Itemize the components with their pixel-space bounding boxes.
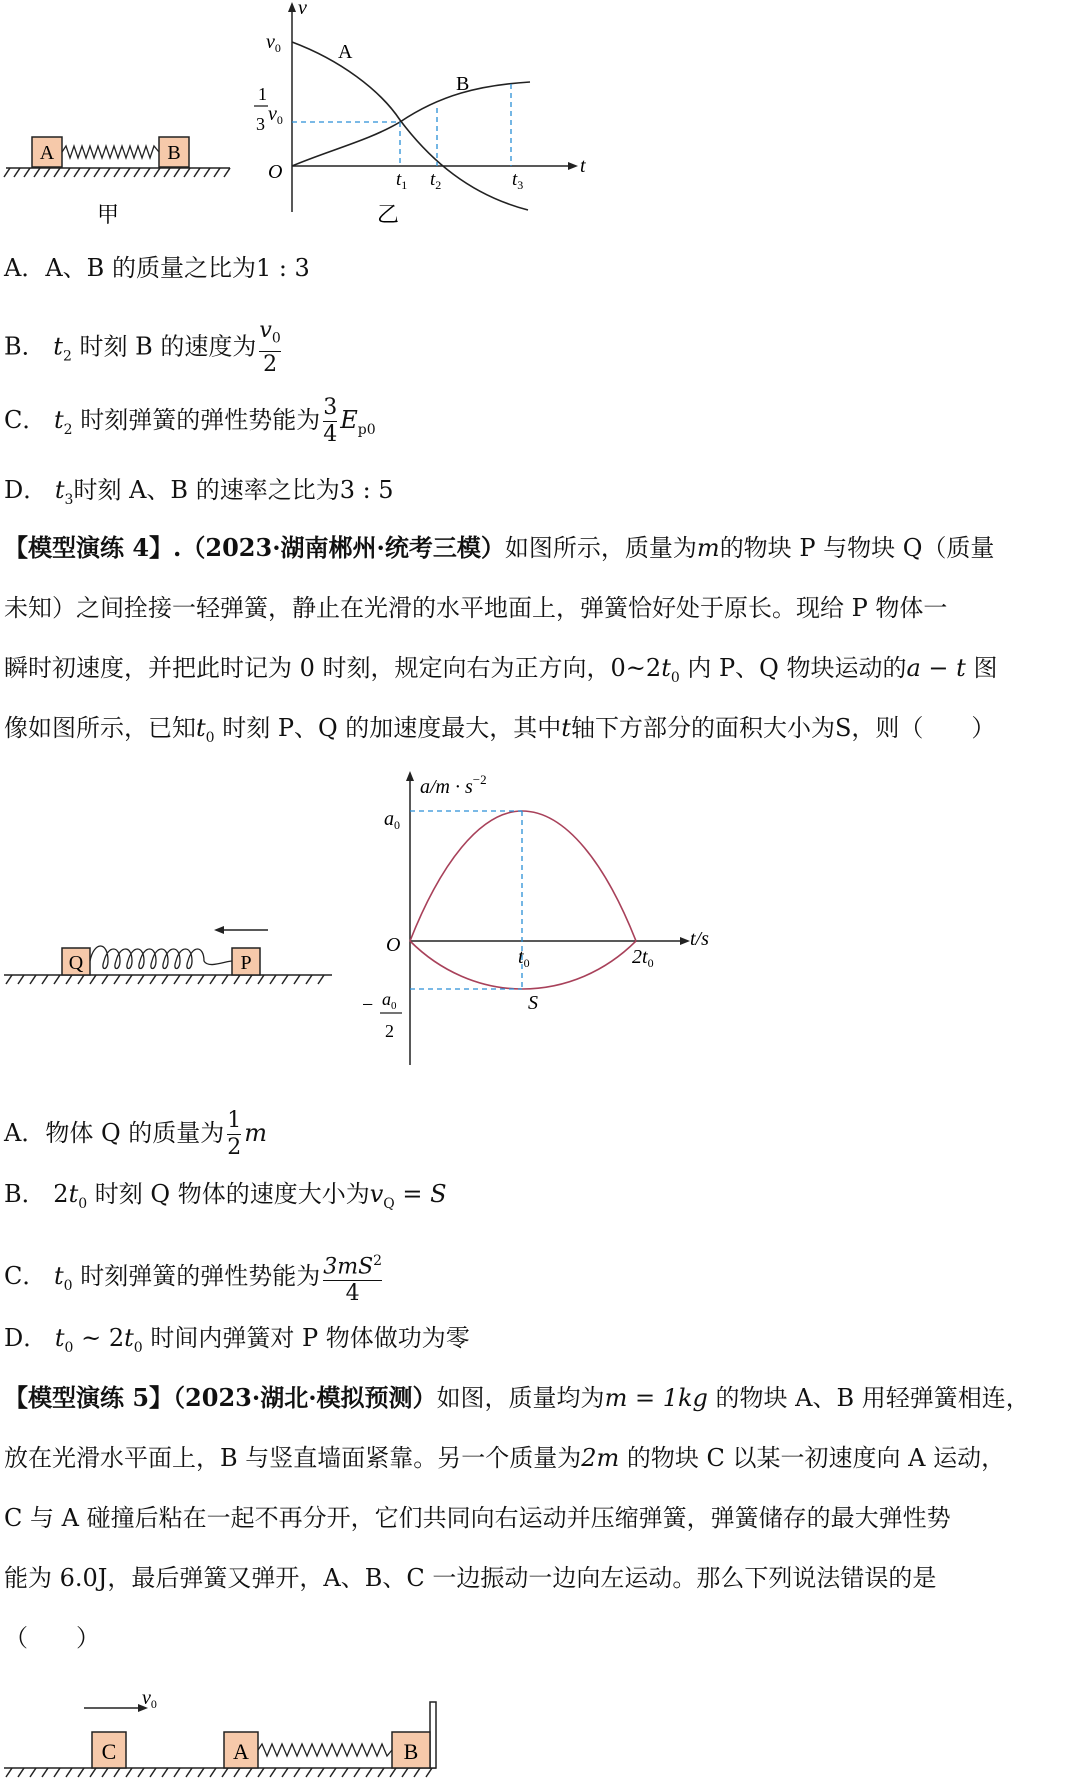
m-symbol: m	[696, 534, 720, 562]
option-text: 时刻 B 的速度为	[71, 332, 257, 361]
figure-3	[0, 1680, 460, 1781]
frac-numerator: v	[259, 318, 272, 343]
q5-line-5	[4, 1622, 100, 1654]
option-text: 时刻 Q 物体的速度大小为	[87, 1180, 370, 1208]
frac-num-sup: 2	[373, 1253, 383, 1269]
option-text: 时刻弹簧的弹性势能为	[72, 1262, 321, 1291]
text: 的物块 A、B 用轻弹簧相连，	[707, 1384, 1030, 1412]
block-a-label: A	[39, 142, 55, 164]
q4-option-c	[4, 1248, 385, 1307]
equation: = S	[394, 1180, 447, 1208]
q3-option-a	[4, 252, 310, 284]
t-subscript: 0	[64, 1339, 74, 1356]
block-p-label: P	[240, 952, 252, 974]
text: 如图所示，质量为	[504, 534, 697, 562]
t-subscript: 0	[78, 1195, 88, 1212]
v0-third-label: $v_0$	[268, 103, 283, 127]
t-symbol: t	[68, 1180, 79, 1208]
t-symbol: t	[561, 714, 571, 742]
q4-line-1	[4, 532, 994, 564]
option-label: D．	[4, 1324, 48, 1352]
caption-yi: 乙	[376, 202, 400, 227]
origin-label-2: O	[386, 934, 401, 956]
text: 放在光滑水平面上，B 与竖直墙面紧靠。另一个质量为	[4, 1444, 582, 1472]
dashed-guides-2	[410, 811, 522, 989]
wall	[430, 1702, 436, 1768]
text: 的物块 P 与物块 Q（质量	[719, 534, 995, 562]
velocity-arrow-head	[214, 926, 224, 934]
option-text: 时间内弹簧对 P 物体做功为零	[142, 1324, 470, 1352]
t2-label: $t_2$	[430, 169, 442, 192]
figure-1	[0, 0, 600, 235]
half-a0-den: 2	[385, 1021, 394, 1041]
text: 未知）之间拴接一轻弹簧，静止在光滑的水平地面上，弹簧恰好处于原长。现给 P 物体一	[4, 594, 948, 622]
t-symbol: t	[196, 714, 206, 742]
q3-option-d	[4, 474, 394, 516]
option-text: A、B 的质量之比为1 : 3	[45, 254, 310, 282]
t-symbol: t	[54, 406, 64, 434]
question-heading: 【模型演练 4】.（2023·湖南郴州·统考三模）	[4, 533, 505, 562]
fraction	[259, 318, 280, 378]
text: 内 P、Q 物块运动的	[679, 654, 907, 682]
question-heading: 【模型演练 5】（2023·湖北·模拟预测）	[4, 1383, 437, 1412]
ground-hatch-1	[4, 168, 230, 177]
t-subscript: 2	[62, 348, 72, 365]
block-b-label-3: B	[403, 1739, 419, 1764]
text: 如图，质量均为	[436, 1384, 605, 1412]
option-text: 物体 Q 的质量为	[45, 1119, 225, 1147]
v-symbol: v	[369, 1180, 384, 1208]
t-symbol: t	[54, 476, 65, 504]
t-axis-label-2: t/s	[690, 928, 709, 950]
text: 像如图所示，已知	[4, 714, 196, 742]
t-axis-arrow-2	[680, 937, 690, 945]
caption-jia: 甲	[96, 202, 120, 227]
block-b-label: B	[167, 142, 181, 164]
text: （ ）	[4, 1624, 100, 1652]
option-label: B．	[4, 1180, 46, 1208]
block-c-label: C	[101, 1739, 117, 1764]
text: C 与 A 碰撞后粘在一起不再分开，它们共同向右运动并压缩弹簧，弹簧储存的最大弹性势	[4, 1504, 951, 1532]
t1-label: $t_1$	[396, 169, 408, 192]
q4-option-b	[4, 1178, 447, 1220]
t-axis-arrow	[568, 162, 578, 170]
frac-num: 1	[258, 84, 267, 104]
coil-spring	[90, 946, 232, 969]
fraction: $\frac{3}{4}$	[323, 395, 338, 447]
text: ~ 2	[73, 1324, 125, 1352]
text: 能为 6.0J，最后弹簧又弹开，A、B、C 一边振动一边向左运动。那么下列说法错误的是	[4, 1564, 937, 1592]
t0-label: $t_0$	[518, 946, 530, 970]
energy-subscript: p0	[357, 421, 376, 438]
curve-b	[292, 82, 530, 166]
q5-line-2	[4, 1442, 1005, 1474]
t-subscript: 0	[205, 729, 215, 746]
t-subscript: 0	[133, 1339, 143, 1356]
m-symbol: m	[244, 1119, 268, 1147]
spring-3	[258, 1744, 392, 1756]
option-label: C．	[4, 1262, 47, 1291]
text: 的物块 C 以某一初速度向 A 运动，	[619, 1444, 1006, 1472]
mass-equation: m = 1kg	[604, 1384, 708, 1412]
energy-symbol: E	[340, 406, 358, 434]
curve-b-label: B	[456, 73, 470, 95]
option-label: D．	[4, 476, 48, 504]
t-subscript: 2	[63, 421, 73, 438]
q5-line-1	[4, 1382, 1030, 1414]
block-a-label-3: A	[233, 1739, 249, 1764]
text: 2	[53, 1180, 69, 1208]
option-label: A．	[4, 254, 46, 282]
frac-denominator: 2	[263, 352, 278, 378]
q3-option-c	[4, 395, 376, 448]
text: 图	[965, 654, 998, 682]
block-q-label: Q	[68, 952, 84, 974]
q4-line-3	[4, 652, 997, 694]
q4-line-2	[4, 592, 947, 624]
text: 时刻 P、Q 的加速度最大，其中	[214, 714, 562, 742]
q5-line-4	[4, 1562, 936, 1594]
curve-a-label: A	[338, 41, 353, 63]
t-subscript: 0	[670, 669, 680, 686]
v-axis-label: v	[298, 0, 307, 19]
q3-option-b	[4, 318, 284, 378]
frac-num-sub: 0	[271, 330, 281, 347]
v-subscript: Q	[383, 1195, 395, 1212]
t-symbol: t	[54, 1262, 64, 1291]
t-subscript: 0	[63, 1277, 73, 1294]
curve-p	[410, 811, 636, 941]
v0-label: $v_0$	[266, 31, 281, 55]
frac-den: 3	[256, 114, 265, 134]
spring-1	[62, 146, 159, 158]
frac-numerator: 3mS	[323, 1254, 374, 1280]
option-label: B．	[4, 332, 46, 361]
option-text: 时刻弹簧的弹性势能为	[72, 406, 321, 434]
a-t-symbol: a − t	[906, 654, 966, 682]
t-symbol: t	[124, 1324, 134, 1352]
figure-2	[0, 765, 760, 1075]
text: 瞬时初速度，并把此时记为 0 时刻，规定向右为正方向，0~2	[4, 654, 662, 682]
neg-sign: −	[362, 994, 374, 1016]
a0-label: $a_0$	[384, 808, 400, 832]
v0-label-3: $v_0$	[142, 1687, 157, 1711]
mass-symbol: 2m	[581, 1444, 620, 1472]
ground-hatch-2	[4, 975, 332, 984]
origin-label: O	[268, 161, 283, 183]
t-symbol: t	[54, 1324, 65, 1352]
q4-option-a	[4, 1108, 267, 1161]
a-axis-arrow	[406, 771, 414, 781]
t3-label: $t_3$	[512, 169, 524, 192]
fraction: $\frac{3mS^2}{4}$	[323, 1248, 382, 1307]
area-s-label: S	[528, 992, 538, 1014]
text: 轴下方部分的面积大小为S，则（ ）	[570, 714, 996, 742]
t-symbol: t	[53, 332, 63, 361]
fraction: $\frac{1}{2}$	[227, 1108, 242, 1160]
t-axis-label: t	[580, 155, 586, 177]
option-label: C．	[4, 406, 47, 434]
ground-hatch-3	[4, 1768, 436, 1777]
q4-line-4	[4, 712, 995, 754]
two-t0-label: $2t_0$	[632, 946, 654, 970]
option-text: 时刻 A、B 的速率之比为3 : 5	[73, 476, 394, 504]
curve-a	[292, 42, 528, 210]
q4-option-d	[4, 1322, 470, 1364]
half-a0-num: $a_0$	[382, 989, 397, 1012]
q5-line-3	[4, 1502, 951, 1534]
option-label: A．	[4, 1119, 46, 1147]
t-subscript: 3	[64, 491, 74, 508]
v-axis-arrow	[288, 2, 296, 12]
t-symbol: t	[661, 654, 671, 682]
a-axis-label: $a/m \cdot s^{-2}$	[420, 772, 487, 798]
